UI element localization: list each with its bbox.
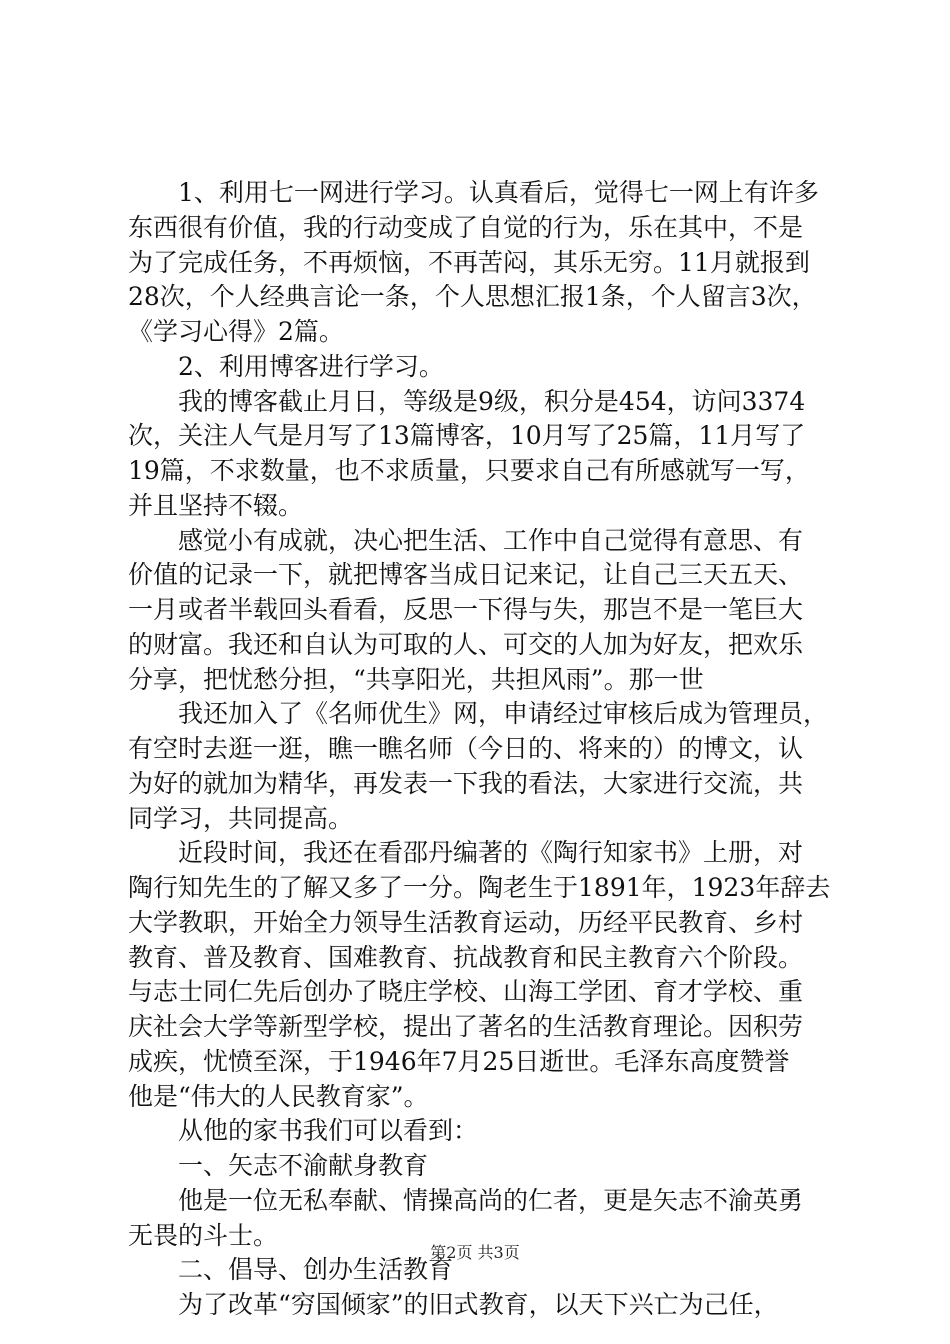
text-line: 陶行知先生的了解又多了一分。陶老生于1891年，1923年辞去	[128, 873, 831, 902]
text-line: 的财富。我还和自认为可取的人、可交的人加为好友，把欢乐	[128, 629, 804, 659]
text-line: 他是一位无私奉献、情操高尚的仁者，更是矢志不渝英勇	[178, 1185, 804, 1215]
text-line: 分享，把忧愁分担，“共享阳光，共担风雨”。那一世	[128, 664, 704, 694]
text-line: 大学教职，开始全力领导生活教育运动，历经平民教育、乡村	[128, 907, 804, 937]
text-line: 庆社会大学等新型学校，提出了著名的生活教育理论。因积劳	[128, 1012, 804, 1041]
text-line: 二、倡导、创办生活教育	[178, 1255, 454, 1285]
text-line: 无畏的斗士。	[128, 1220, 279, 1250]
text-line: 1、利用七一网进行学习。认真看后，觉得七一网上有许多	[178, 178, 819, 207]
text-line: 28次，个人经典言论一条，个人思想汇报1条，个人留言3次，	[128, 282, 817, 312]
text-line: 东西很有价值，我的行动变成了自觉的行为，乐在其中，不是	[128, 212, 804, 242]
text-line: 近段时间，我还在看邵丹编著的《陶行知家书》上册，对	[178, 838, 804, 868]
text-line: 次，关注人气是月写了13篇博客，10月写了25篇，11月写了	[128, 421, 806, 451]
text-line: 教育、普及教育、国难教育、抗战教育和民主教育六个阶段。	[128, 942, 804, 972]
text-line: 感觉小有成就，决心把生活、工作中自己觉得有意思、有	[178, 525, 804, 555]
text-line: 《学习心得》2篇。	[128, 317, 344, 346]
page-footer: 第2页 共3页	[430, 1243, 520, 1262]
text-line: 19篇，不求数量，也不求质量，只要求自己有所感就写一写，	[128, 456, 810, 485]
text-line: 一月或者半载回头看看，反思一下得与失，那岂不是一笔巨大	[128, 595, 804, 624]
text-line: 为好的就加为精华，再发表一下我的看法，大家进行交流，共	[128, 768, 804, 798]
text-line: 2、利用博客进行学习。	[178, 351, 444, 381]
text-line: 与志士同仁先后创办了晓庄学校、山海工学团、育才学校、重	[128, 977, 804, 1007]
text-line: 同学习，共同提高。	[128, 803, 354, 833]
text-line: 从他的家书我们可以看到：	[178, 1116, 479, 1146]
text-line: 为了改革“穷国倾家”的旧式教育，以天下兴亡为己任，	[178, 1290, 779, 1319]
text-line: 我的博客截止月日，等级是9级，积分是454，访问3374	[178, 386, 806, 416]
text-line: 为了完成任务，不再烦恼，不再苦闷，其乐无穷。11月就报到	[128, 247, 810, 277]
text-line: 一、矢志不渝献身教育	[178, 1151, 429, 1180]
text-line: 成疾，忧愤至深，于1946年7月25日逝世。毛泽东高度赞誉	[128, 1046, 790, 1076]
text-line: 我还加入了《名师优生》网，申请经过审核后成为管理员，	[178, 699, 829, 729]
text-line: 他是“伟大的人民教育家”。	[128, 1081, 429, 1111]
text-line: 并且坚持不辍。	[128, 490, 304, 520]
document-body	[128, 176, 834, 1323]
text-line: 有空时去逛一逛，瞧一瞧名师（今日的、将来的）的博文，认	[128, 734, 804, 763]
text-line: 价值的记录一下，就把博客当成日记来记，让自己三天五天、	[128, 560, 804, 590]
